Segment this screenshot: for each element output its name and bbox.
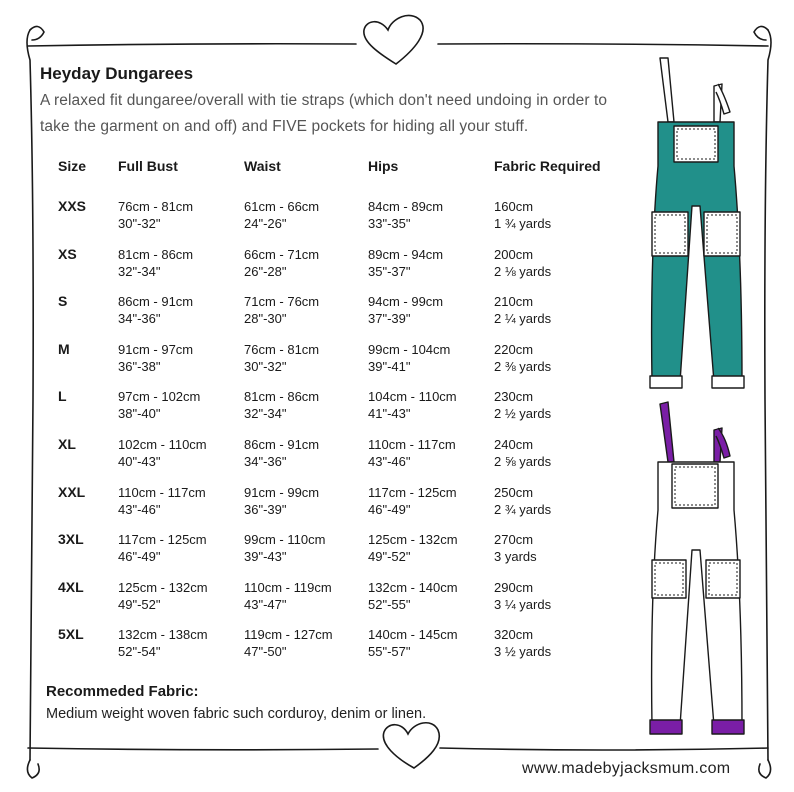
- hips-cell: [368, 341, 494, 389]
- page-subtitle: A relaxed fit dungaree/overall with tie straps (which don't need undoing in order to take the garment on and off) and FIVE pockets for hiding all your stuff.: [40, 92, 608, 135]
- waist-value: 32"-34": [244, 406, 287, 422]
- hips-value: 89cm - 94cm: [368, 246, 444, 262]
- waist-value: 66cm - 71cm: [244, 246, 320, 262]
- size-value: XXS: [58, 198, 87, 214]
- header-full-bust: Full Bust: [118, 158, 178, 174]
- hips-value: 117cm - 125cm: [368, 484, 457, 500]
- full-bust-value: 30"-32": [118, 216, 161, 231]
- fabric-required-cell: [494, 626, 618, 674]
- waist-value: 71cm - 76cm: [244, 294, 320, 310]
- size-value: L: [58, 388, 67, 405]
- table-header-row: [58, 158, 618, 198]
- size-cell: [58, 341, 118, 389]
- fabric-required-value: 250cm: [494, 484, 534, 500]
- recommended-fabric-title: Recommeded Fabric:: [46, 683, 199, 700]
- hips-value: 104cm - 110cm: [368, 389, 457, 405]
- waist-value: 43"-47": [244, 596, 287, 612]
- fabric-required-cell: [494, 531, 618, 579]
- table-row: [58, 246, 618, 294]
- waist-value: 76cm - 81cm: [244, 341, 320, 357]
- waist-value: 86cm - 91cm: [244, 436, 320, 452]
- waist-value: 26"-28": [244, 263, 287, 279]
- waist-cell: [244, 579, 368, 627]
- waist-value: 81cm - 86cm: [244, 389, 320, 405]
- hips-value: 35"-37": [368, 263, 411, 279]
- heart-icon: [383, 723, 439, 768]
- hips-value: 94cm - 99cm: [368, 294, 444, 310]
- full-bust-value: 52"-54": [118, 644, 161, 660]
- waist-value: 99cm - 110cm: [244, 532, 326, 548]
- size-value: XS: [58, 245, 77, 262]
- fabric-required-value: 160cm: [494, 199, 534, 214]
- page-title: Heyday Dungarees: [40, 64, 194, 83]
- size-value: XL: [58, 435, 76, 452]
- fabric-required-value: 290cm: [494, 579, 534, 595]
- full-bust-cell: [118, 531, 244, 579]
- table-row: [58, 626, 618, 674]
- full-bust-value: 102cm - 110cm: [118, 436, 207, 452]
- fabric-required-value: 220cm: [494, 341, 534, 357]
- full-bust-value: 36"-38": [118, 358, 161, 374]
- waist-value: 34"-36": [244, 453, 287, 469]
- size-value: M: [58, 340, 70, 357]
- fabric-required-value: 2 ⅝ yards: [494, 453, 552, 469]
- full-bust-value: 97cm - 102cm: [118, 389, 201, 405]
- waist-cell: [244, 626, 368, 674]
- waist-value: 30"-32": [244, 358, 287, 374]
- table-row: [58, 341, 618, 389]
- size-cell: [58, 626, 118, 674]
- recommended-fabric-text: Medium weight woven fabric such corduroy, denim or linen.: [46, 706, 427, 722]
- table-row: [58, 388, 618, 436]
- fabric-required-cell: [494, 198, 618, 246]
- fabric-required-value: 2 ⅜ yards: [494, 358, 552, 374]
- fabric-required-value: 1 ¾ yards: [494, 216, 552, 231]
- full-bust-cell: [118, 626, 244, 674]
- fabric-required-value: 2 ¼ yards: [494, 311, 552, 327]
- hips-value: 37"-39": [368, 311, 411, 327]
- waist-value: 39"-43": [244, 549, 287, 565]
- hips-value: 46"-49": [368, 501, 411, 517]
- full-bust-value: 76cm - 81cm: [118, 199, 194, 214]
- full-bust-cell: [118, 484, 244, 532]
- fabric-required-cell: [494, 293, 618, 341]
- full-bust-cell: [118, 436, 244, 484]
- hips-cell: [368, 531, 494, 579]
- full-bust-value: 125cm - 132cm: [118, 579, 208, 595]
- full-bust-value: 32"-34": [118, 263, 161, 279]
- full-bust-value: 132cm - 138cm: [118, 627, 208, 643]
- size-cell: [58, 484, 118, 532]
- hips-cell: [368, 198, 494, 246]
- full-bust-cell: [118, 579, 244, 627]
- waist-cell: [244, 198, 368, 246]
- fabric-required-value: 200cm: [494, 246, 534, 262]
- waist-value: 28"-30": [244, 311, 287, 327]
- hips-value: 132cm - 140cm: [368, 579, 458, 595]
- fabric-required-value: 320cm: [494, 627, 534, 643]
- full-bust-cell: [118, 341, 244, 389]
- full-bust-value: 117cm - 125cm: [118, 532, 207, 548]
- fabric-required-cell: [494, 341, 618, 389]
- size-cell: [58, 293, 118, 341]
- full-bust-value: 86cm - 91cm: [118, 294, 194, 310]
- full-bust-value: 43"-46": [118, 501, 161, 517]
- waist-cell: [244, 341, 368, 389]
- fabric-required-value: 2 ½ yards: [494, 406, 552, 422]
- full-bust-value: 81cm - 86cm: [118, 246, 194, 262]
- table-row: [58, 198, 618, 246]
- hips-value: 84cm - 89cm: [368, 199, 444, 214]
- hips-cell: [368, 436, 494, 484]
- size-value: 4XL: [58, 578, 84, 595]
- fabric-required-value: 210cm: [494, 294, 534, 310]
- size-cell: [58, 436, 118, 484]
- hips-value: 55"-57": [368, 644, 411, 660]
- size-cell: [58, 198, 118, 246]
- header-hips: Hips: [368, 158, 399, 174]
- size-chart-table: [58, 158, 618, 674]
- fabric-required-cell: [494, 579, 618, 627]
- heart-icon: [364, 15, 423, 64]
- fabric-required-value: 240cm: [494, 436, 534, 452]
- teal-dungarees-illustration: [638, 56, 754, 396]
- hips-cell: [368, 484, 494, 532]
- waist-value: 24"-26": [244, 216, 287, 231]
- waist-cell: [244, 246, 368, 294]
- full-bust-value: 49"-52": [118, 596, 161, 612]
- full-bust-cell: [118, 388, 244, 436]
- full-bust-value: 46"-49": [118, 549, 161, 565]
- full-bust-cell: [118, 293, 244, 341]
- table-row: [58, 484, 618, 532]
- hips-value: 33"-35": [368, 216, 411, 231]
- full-bust-value: 91cm - 97cm: [118, 341, 194, 357]
- white-dungarees-illustration: [638, 400, 754, 745]
- table-row: [58, 293, 618, 341]
- full-bust-value: 34"-36": [118, 311, 161, 327]
- hips-value: 99cm - 104cm: [368, 341, 451, 357]
- hips-cell: [368, 293, 494, 341]
- size-value: S: [58, 293, 68, 310]
- size-value: XXL: [58, 483, 86, 500]
- waist-cell: [244, 531, 368, 579]
- waist-value: 110cm - 119cm: [244, 579, 332, 595]
- hips-value: 52"-55": [368, 596, 411, 612]
- fabric-required-value: 2 ¾ yards: [494, 501, 552, 517]
- header-fabric-required: Fabric Required: [494, 158, 601, 174]
- fabric-required-value: 3 ¼ yards: [494, 596, 552, 612]
- size-value: 3XL: [58, 531, 84, 548]
- waist-cell: [244, 436, 368, 484]
- waist-cell: [244, 388, 368, 436]
- fabric-required-cell: [494, 246, 618, 294]
- fabric-required-value: 3 ½ yards: [494, 644, 552, 660]
- full-bust-cell: [118, 246, 244, 294]
- full-bust-value: 40"-43": [118, 453, 161, 469]
- fabric-required-value: 270cm: [494, 532, 534, 548]
- size-cell: [58, 388, 118, 436]
- fabric-required-cell: [494, 388, 618, 436]
- waist-value: 91cm - 99cm: [244, 484, 320, 500]
- hips-value: 140cm - 145cm: [368, 627, 458, 643]
- hips-value: 49"-52": [368, 549, 411, 565]
- hips-value: 39"-41": [368, 358, 411, 374]
- fabric-required-cell: [494, 484, 618, 532]
- size-value: 5XL: [58, 626, 84, 643]
- hips-value: 125cm - 132cm: [368, 532, 458, 548]
- full-bust-value: 38"-40": [118, 406, 161, 422]
- fabric-required-value: 2 ⅛ yards: [494, 263, 552, 279]
- fabric-required-value: 230cm: [494, 389, 534, 405]
- header-waist: Waist: [244, 158, 281, 174]
- table-row: [58, 436, 618, 484]
- fabric-required-cell: [494, 436, 618, 484]
- hips-cell: [368, 579, 494, 627]
- waist-cell: [244, 293, 368, 341]
- hips-value: 43"-46": [368, 453, 411, 469]
- website-url[interactable]: www.madebyjacksmum.com: [522, 760, 731, 777]
- waist-value: 36"-39": [244, 501, 287, 517]
- waist-value: 61cm - 66cm: [244, 199, 320, 214]
- waist-value: 47"-50": [244, 644, 287, 660]
- table-row: [58, 531, 618, 579]
- fabric-required-value: 3 yards: [494, 549, 537, 565]
- hips-cell: [368, 388, 494, 436]
- full-bust-value: 110cm - 117cm: [118, 484, 206, 500]
- table-row: [58, 579, 618, 627]
- size-cell: [58, 246, 118, 294]
- hips-cell: [368, 626, 494, 674]
- hips-value: 110cm - 117cm: [368, 436, 456, 452]
- size-cell: [58, 579, 118, 627]
- full-bust-cell: [118, 198, 244, 246]
- header-size: Size: [58, 158, 87, 174]
- hips-cell: [368, 246, 494, 294]
- hips-value: 41"-43": [368, 406, 411, 422]
- size-cell: [58, 531, 118, 579]
- waist-value: 119cm - 127cm: [244, 627, 333, 643]
- waist-cell: [244, 484, 368, 532]
